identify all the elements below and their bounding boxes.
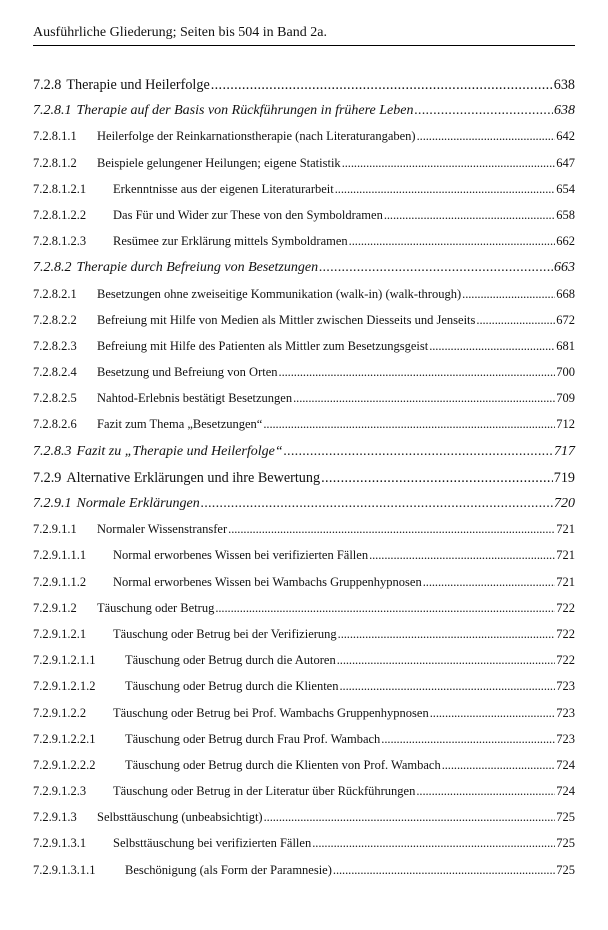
toc-entry-number: 7.2.9 xyxy=(33,469,62,486)
toc-entry[interactable] xyxy=(33,522,575,548)
toc-entry-title: Therapie und Heilerfolge xyxy=(66,77,210,93)
dot-leader xyxy=(279,365,556,380)
toc-entry[interactable] xyxy=(33,417,575,443)
toc-entry-page: 647 xyxy=(556,155,575,170)
toc-entry[interactable] xyxy=(33,260,575,286)
toc-entry-number: 7.2.9.1.2.2.1 xyxy=(33,731,96,746)
dot-leader xyxy=(284,444,553,460)
toc-entry-number: 7.2.9.1.3.1.1 xyxy=(33,862,96,877)
dot-leader xyxy=(338,627,556,642)
toc-entry[interactable] xyxy=(33,548,575,574)
toc-entry-number: 7.2.9.1.2.2.2 xyxy=(33,757,96,772)
toc-entry[interactable] xyxy=(33,863,575,889)
dot-leader xyxy=(321,470,553,487)
toc-entry-number: 7.2.8.2.3 xyxy=(33,338,77,353)
toc-entry-page: 642 xyxy=(556,129,575,144)
toc-entry[interactable] xyxy=(33,732,575,758)
toc-entry-title: Selbsttäuschung (unbeabsichtigt) xyxy=(97,810,263,825)
toc-entry-title: Befreiung mit Hilfe des Patienten als Mittler zum Besetzungsgeist xyxy=(97,338,429,353)
toc-entry-number: 7.2.8.1.2.2 xyxy=(33,207,87,222)
dot-leader xyxy=(339,679,555,694)
toc-entry[interactable] xyxy=(33,627,575,653)
toc-entry-title: Heilerfolge der Reinkarnationstherapie (nach Literaturangaben) xyxy=(97,129,416,144)
toc-entry[interactable] xyxy=(33,103,575,129)
dot-leader xyxy=(384,208,555,223)
toc-entry-title: Das Für und Wider zur These von den Symboldramen xyxy=(113,207,383,222)
toc-entry-title: Täuschung oder Betrug xyxy=(97,600,215,615)
toc-entry-title: Selbsttäuschung bei verifizierten Fällen xyxy=(113,836,312,851)
toc-entry-number: 7.2.8.2.2 xyxy=(33,312,77,327)
toc-entry-page: 720 xyxy=(554,496,575,511)
toc-entry-title: Täuschung oder Betrug bei der Verifizierung xyxy=(113,626,337,641)
toc-entry[interactable] xyxy=(33,365,575,391)
toc-entry-title: Erkenntnisse aus der eigenen Literaturarbeit xyxy=(113,181,334,196)
dot-leader xyxy=(349,234,556,249)
toc-entry-page: 668 xyxy=(556,286,575,301)
toc-entry[interactable] xyxy=(33,679,575,705)
toc-entry-title: Täuschung oder Betrug durch die Autoren xyxy=(125,653,336,668)
toc-entry-title: Normal erworbenes Wissen bei verifizierten Fällen xyxy=(113,548,369,563)
toc-entry-title: Fazit zu „Therapie und Heilerfolge“ xyxy=(76,443,283,459)
dot-leader xyxy=(414,103,553,119)
toc-entry-number: 7.2.9.1.1.2 xyxy=(33,574,87,589)
dot-leader xyxy=(211,77,553,94)
toc-entry-page: 723 xyxy=(556,705,575,720)
toc-entry[interactable] xyxy=(33,653,575,679)
toc-entry-page: 712 xyxy=(556,417,575,432)
toc-entry-page: 722 xyxy=(556,600,575,615)
toc-entry-number: 7.2.9.1.1.1 xyxy=(33,548,87,563)
toc-entry-page: 722 xyxy=(556,653,575,668)
toc-entry-number: 7.2.8.1 xyxy=(33,103,72,119)
toc-entry-page: 672 xyxy=(556,312,575,327)
toc-entry-number: 7.2.9.1.2.2 xyxy=(33,705,87,720)
dot-leader xyxy=(417,129,556,144)
toc-entry[interactable] xyxy=(33,182,575,208)
toc-entry[interactable] xyxy=(33,77,575,103)
toc-entry-page: 681 xyxy=(556,338,575,353)
toc-entry-number: 7.2.9.1.3 xyxy=(33,810,77,825)
toc-entry-page: 721 xyxy=(556,548,575,563)
dot-leader xyxy=(442,758,556,773)
dot-leader xyxy=(369,548,555,563)
toc-entry-page: 717 xyxy=(554,443,575,459)
dot-leader xyxy=(312,836,555,851)
toc-entry[interactable] xyxy=(33,156,575,182)
toc-entry-title: Normale Erklärungen xyxy=(76,496,200,511)
toc-entry-number: 7.2.8.2 xyxy=(33,260,72,276)
dot-leader xyxy=(416,784,555,799)
toc-entry[interactable] xyxy=(33,208,575,234)
dot-leader xyxy=(335,182,556,197)
toc-entry[interactable] xyxy=(33,810,575,836)
toc-entry-number: 7.2.9.1.1 xyxy=(33,522,77,537)
toc-entry[interactable] xyxy=(33,496,575,522)
dot-leader xyxy=(215,601,555,616)
toc-entry-number: 7.2.9.1.2.1.2 xyxy=(33,679,96,694)
toc-entry[interactable] xyxy=(33,470,575,496)
dot-leader xyxy=(430,706,556,721)
toc-entry-page: 721 xyxy=(556,574,575,589)
toc-entry[interactable] xyxy=(33,234,575,260)
toc-entry-page: 719 xyxy=(553,469,575,486)
dot-leader xyxy=(462,287,555,302)
toc-entry-page: 638 xyxy=(554,103,575,119)
toc-entry-number: 7.2.9.1.3.1 xyxy=(33,836,87,851)
toc-entry-page: 725 xyxy=(556,810,575,825)
dot-leader xyxy=(293,391,555,406)
toc-entry-page: 658 xyxy=(556,207,575,222)
toc-entry-number: 7.2.8.2.6 xyxy=(33,417,77,432)
toc-entry-title: Alternative Erklärungen und ihre Bewertung xyxy=(66,469,321,486)
toc-entry-number: 7.2.8.1.1 xyxy=(33,129,77,144)
toc-entry[interactable] xyxy=(33,706,575,732)
dot-leader xyxy=(228,522,555,537)
toc-entry-number: 7.2.8.1.2 xyxy=(33,155,77,170)
toc-entry-page: 722 xyxy=(556,626,575,641)
toc-entry-number: 7.2.9.1.2 xyxy=(33,600,77,615)
toc-entry-page: 662 xyxy=(556,234,575,249)
toc-entry-title: Besetzungen ohne zweiseitige Kommunikation (walk-in) (walk-through) xyxy=(97,286,462,301)
toc-entry-number: 7.2.8.1.2.3 xyxy=(33,234,87,249)
toc-entry-title: Beschönigung (als Form der Paramnesie) xyxy=(125,862,332,877)
toc-entry-page: 723 xyxy=(556,679,575,694)
dot-leader xyxy=(342,156,556,171)
dot-leader xyxy=(264,810,556,825)
toc-entry-title: Täuschung oder Betrug in der Literatur über Rückführungen xyxy=(113,784,416,799)
toc-entry-number: 7.2.8.2.4 xyxy=(33,365,77,380)
toc-entry-title: Therapie durch Befreiung von Besetzungen xyxy=(76,260,319,276)
toc-entry-title: Täuschung oder Betrug durch Frau Prof. Wambach xyxy=(125,731,381,746)
dot-leader xyxy=(476,313,555,328)
toc-entry[interactable] xyxy=(33,339,575,365)
toc-entry-page: 724 xyxy=(556,784,575,799)
toc-entry-page: 654 xyxy=(556,181,575,196)
toc-entry-title: Resümee zur Erklärung mittels Symboldramen xyxy=(113,234,348,249)
toc-entry-page: 725 xyxy=(556,862,575,877)
toc-entry-number: 7.2.8.2.5 xyxy=(33,391,77,406)
toc-entry[interactable] xyxy=(33,601,575,627)
toc-entry-number: 7.2.8.3 xyxy=(33,443,72,459)
toc-entry-number: 7.2.9.1 xyxy=(33,496,72,511)
toc-entry[interactable] xyxy=(33,444,575,470)
dot-leader xyxy=(201,496,553,512)
toc-entry[interactable] xyxy=(33,784,575,810)
dot-leader xyxy=(429,339,555,354)
toc-entry-title: Therapie auf der Basis von Rückführungen in frühere Leben xyxy=(76,103,414,119)
toc-entry-page: 638 xyxy=(553,77,575,93)
dot-leader xyxy=(381,732,555,747)
toc-entry-title: Beispiele gelungener Heilungen; eigene Statistik xyxy=(97,155,341,170)
toc-entry-title: Täuschung oder Betrug durch die Klienten xyxy=(125,679,339,694)
toc-entry[interactable] xyxy=(33,313,575,339)
toc-entry-title: Täuschung oder Betrug durch die Klienten von Prof. Wambach xyxy=(125,757,441,772)
page-header: Ausführliche Gliederung; Seiten bis 504 in Band 2a. xyxy=(33,25,575,46)
dot-leader xyxy=(319,260,553,276)
dot-leader xyxy=(263,417,555,432)
dot-leader xyxy=(423,575,556,590)
toc-entry-page: 700 xyxy=(556,365,575,380)
toc-entry-number: 7.2.8 xyxy=(33,77,62,93)
dot-leader xyxy=(337,653,556,668)
toc-entry[interactable] xyxy=(33,129,575,155)
toc-entry-page: 724 xyxy=(556,757,575,772)
table-of-contents xyxy=(33,77,575,889)
toc-entry-number: 7.2.9.1.2.1 xyxy=(33,626,87,641)
toc-entry-page: 723 xyxy=(556,731,575,746)
toc-entry-title: Befreiung mit Hilfe von Medien als Mittler zwischen Diesseits und Jenseits xyxy=(97,312,476,327)
toc-entry-title: Normal erworbenes Wissen bei Wambachs Gruppenhypnosen xyxy=(113,574,422,589)
toc-entry[interactable] xyxy=(33,575,575,601)
toc-entry-page: 725 xyxy=(556,836,575,851)
toc-entry-title: Täuschung oder Betrug bei Prof. Wambachs Gruppenhypnosen xyxy=(113,705,429,720)
toc-entry-page: 709 xyxy=(556,391,575,406)
toc-entry-title: Fazit zum Thema „Besetzungen“ xyxy=(97,417,263,432)
dot-leader xyxy=(333,863,555,878)
toc-entry-page: 721 xyxy=(556,522,575,537)
toc-entry[interactable] xyxy=(33,391,575,417)
toc-entry-number: 7.2.8.2.1 xyxy=(33,286,77,301)
toc-entry[interactable] xyxy=(33,758,575,784)
toc-entry-number: 7.2.9.1.2.3 xyxy=(33,784,87,799)
toc-entry-title: Nahtod-Erlebnis bestätigt Besetzungen xyxy=(97,391,293,406)
toc-entry-page: 663 xyxy=(554,260,575,276)
toc-entry[interactable] xyxy=(33,836,575,862)
toc-entry-title: Normaler Wissenstransfer xyxy=(97,522,228,537)
toc-entry-number: 7.2.9.1.2.1.1 xyxy=(33,653,96,668)
toc-entry-title: Besetzung und Befreiung von Orten xyxy=(97,365,278,380)
toc-entry[interactable] xyxy=(33,287,575,313)
toc-entry-number: 7.2.8.1.2.1 xyxy=(33,181,87,196)
